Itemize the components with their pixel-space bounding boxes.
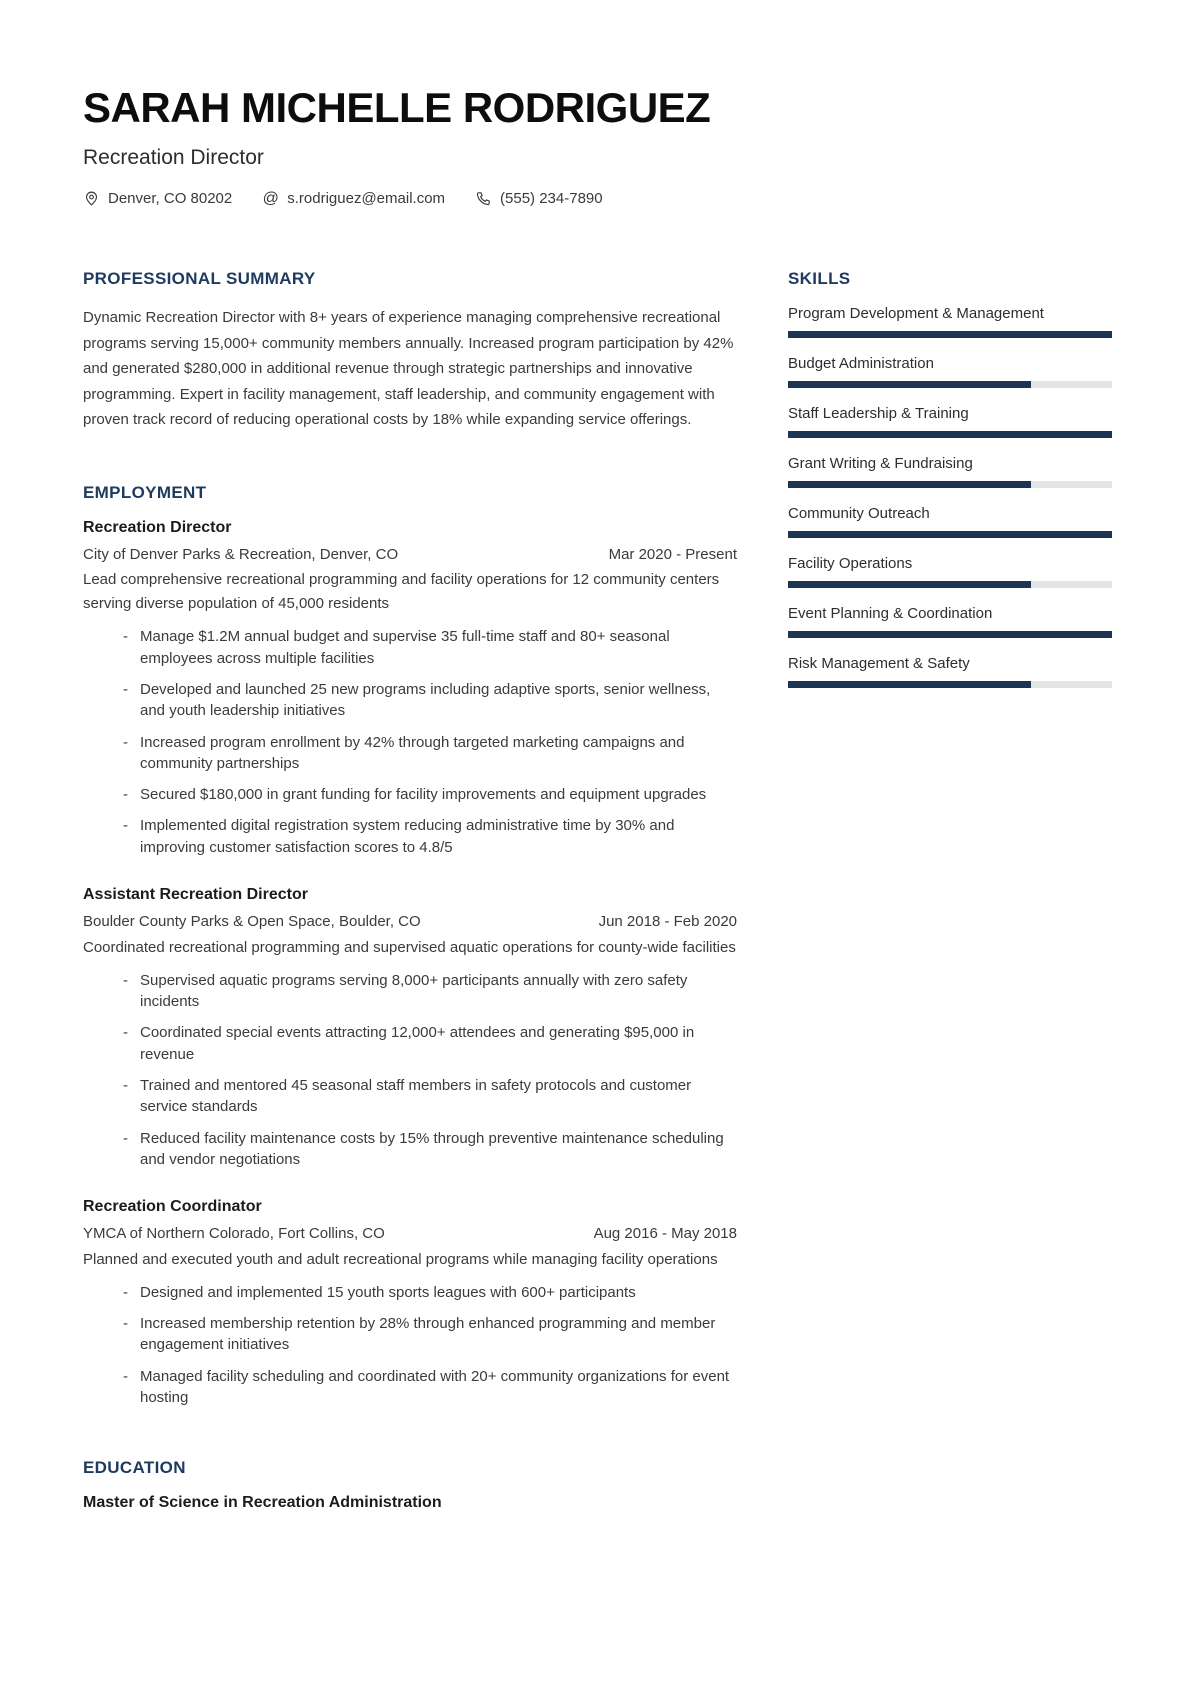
bullet-item: - Supervised aquatic programs serving 8,000+ participants annually with zero safety incidents xyxy=(123,970,737,1013)
skills-container xyxy=(788,305,1112,688)
education-heading: EDUCATION xyxy=(83,1458,186,1478)
content-columns xyxy=(83,269,1112,1512)
company-line xyxy=(83,544,737,566)
contact-email xyxy=(262,190,445,207)
jobs-container xyxy=(83,519,737,1409)
skill-label: Program Development & Management xyxy=(788,305,1044,323)
bullet-item: - Designed and implemented 15 youth sports leagues with 600+ participants xyxy=(123,1282,737,1303)
skill-label: Facility Operations xyxy=(788,555,913,573)
job-company: City of Denver Parks & Recreation, Denver, CO xyxy=(83,545,399,563)
summary-text: Dynamic Recreation Director with 8+ years of experience managing comprehensive recreational programs serving 15,000+ community members annually. Increased program participation by 42% and generated $280,000 in additional revenue through strategic partnerships and innovative programming. Expert in facility management, staff leadership, and community engagement with proven track record of reducing operational costs by 18% while expanding service offerings. xyxy=(83,309,734,429)
job-company: YMCA of Northern Colorado, Fort Collins, CO xyxy=(83,1225,385,1243)
skill-label: Event Planning & Coordination xyxy=(788,605,993,623)
job-title: Recreation Coordinator xyxy=(83,1198,262,1216)
skill-label: Budget Administration xyxy=(788,355,934,373)
skill-label: Community Outreach xyxy=(788,505,930,523)
bullet-item: - Coordinated special events attracting 12,000+ attendees and generating $95,000 in revenue xyxy=(123,1022,737,1065)
job-bullets xyxy=(83,970,737,1170)
job-description: Planned and executed youth and adult recreational programs while managing facility operations xyxy=(83,1250,718,1268)
right-column xyxy=(788,269,1112,705)
job-entry xyxy=(83,519,737,858)
bullet-item: - Managed facility scheduling and coordinated with 20+ community organizations for event hosting xyxy=(123,1366,737,1409)
skill-bar-track xyxy=(788,331,1112,338)
skill-item xyxy=(788,655,1112,688)
employment-heading: EMPLOYMENT xyxy=(83,482,207,502)
job-bullets xyxy=(83,626,737,858)
skill-bar-track xyxy=(788,381,1112,388)
contact-location xyxy=(83,190,232,207)
skill-label: Staff Leadership & Training xyxy=(788,405,969,423)
skill-item xyxy=(788,405,1112,438)
left-column xyxy=(83,269,737,1512)
job-description: Lead comprehensive recreational programming and facility operations for 12 community centers serving diverse population of 45,000 residents xyxy=(83,571,720,613)
job-title: Assistant Recreation Director xyxy=(83,886,308,904)
skill-item xyxy=(788,605,1112,638)
skill-bar-fill xyxy=(788,431,1112,438)
skill-bar-fill xyxy=(788,581,1031,588)
contact-phone-text: (555) 234-7890 xyxy=(500,190,603,208)
bullet-item: - Developed and launched 25 new programs including adaptive sports, senior wellness, and youth leadership initiatives xyxy=(123,679,737,722)
job-description: Coordinated recreational programming and supervised aquatic operations for county-wide facilities xyxy=(83,938,736,956)
resume-header xyxy=(83,86,1112,207)
job-entry xyxy=(83,886,737,1170)
phone-icon xyxy=(475,190,492,207)
person-title: Recreation Director xyxy=(83,146,264,170)
skill-label: Risk Management & Safety xyxy=(788,655,970,673)
bullet-item: - Secured $180,000 in grant funding for facility improvements and equipment upgrades xyxy=(123,784,737,805)
skill-bar-track xyxy=(788,581,1112,588)
section-skills xyxy=(788,269,1112,688)
section-employment xyxy=(83,483,737,1409)
skill-bar-track xyxy=(788,431,1112,438)
skill-bar-track xyxy=(788,531,1112,538)
summary-heading: PROFESSIONAL SUMMARY xyxy=(83,269,316,289)
skill-label: Grant Writing & Fundraising xyxy=(788,455,973,473)
job-company: Boulder County Parks & Open Space, Boulder, CO xyxy=(83,913,421,931)
job-bullets xyxy=(83,1282,737,1408)
skill-bar-track xyxy=(788,481,1112,488)
skill-bar-fill xyxy=(788,331,1112,338)
skill-bar-track xyxy=(788,681,1112,688)
skill-bar-track xyxy=(788,631,1112,638)
bullet-item: - Trained and mentored 45 seasonal staff members in safety protocols and customer service standards xyxy=(123,1075,737,1118)
at-icon: @ xyxy=(262,189,279,207)
education-degree: Master of Science in Recreation Administration xyxy=(83,1494,442,1512)
bullet-item: - Implemented digital registration system reducing administrative time by 30% and improving customer satisfaction scores to 4.8/5 xyxy=(123,815,737,858)
bullet-item: - Reduced facility maintenance costs by 15% through preventive maintenance scheduling and vendor negotiations xyxy=(123,1128,737,1171)
job-dates: Aug 2016 - May 2018 xyxy=(593,1225,737,1243)
skill-item xyxy=(788,555,1112,588)
skill-bar-fill xyxy=(788,681,1031,688)
map-pin-icon xyxy=(83,190,100,207)
section-education xyxy=(83,1458,737,1512)
job-dates: Jun 2018 - Feb 2020 xyxy=(598,913,737,931)
bullet-item: - Increased membership retention by 28% through enhanced programming and member engagement initiatives xyxy=(123,1313,737,1356)
skill-item xyxy=(788,505,1112,538)
contact-row xyxy=(83,190,1112,207)
skill-item xyxy=(788,355,1112,388)
contact-email-text: s.rodriguez@email.com xyxy=(287,190,446,208)
bullet-item: - Manage $1.2M annual budget and supervise 35 full-time staff and 80+ seasonal employees across multiple facilities xyxy=(123,626,737,669)
skill-bar-fill xyxy=(788,381,1031,388)
company-line xyxy=(83,1223,737,1245)
company-line xyxy=(83,911,737,933)
section-professional-summary xyxy=(83,269,737,433)
bullet-item: - Increased program enrollment by 42% through targeted marketing campaigns and community partnerships xyxy=(123,732,737,775)
job-title: Recreation Director xyxy=(83,518,232,536)
job-entry xyxy=(83,1198,737,1408)
job-dates: Mar 2020 - Present xyxy=(608,545,737,563)
skill-item xyxy=(788,455,1112,488)
skill-bar-fill xyxy=(788,531,1112,538)
contact-phone xyxy=(475,190,603,207)
person-name: SARAH MICHELLE RODRIGUEZ xyxy=(83,84,711,131)
skill-item xyxy=(788,305,1112,338)
skill-bar-fill xyxy=(788,631,1112,638)
skill-bar-fill xyxy=(788,481,1031,488)
skills-heading: SKILLS xyxy=(788,269,851,289)
contact-location-text: Denver, CO 80202 xyxy=(108,190,233,208)
